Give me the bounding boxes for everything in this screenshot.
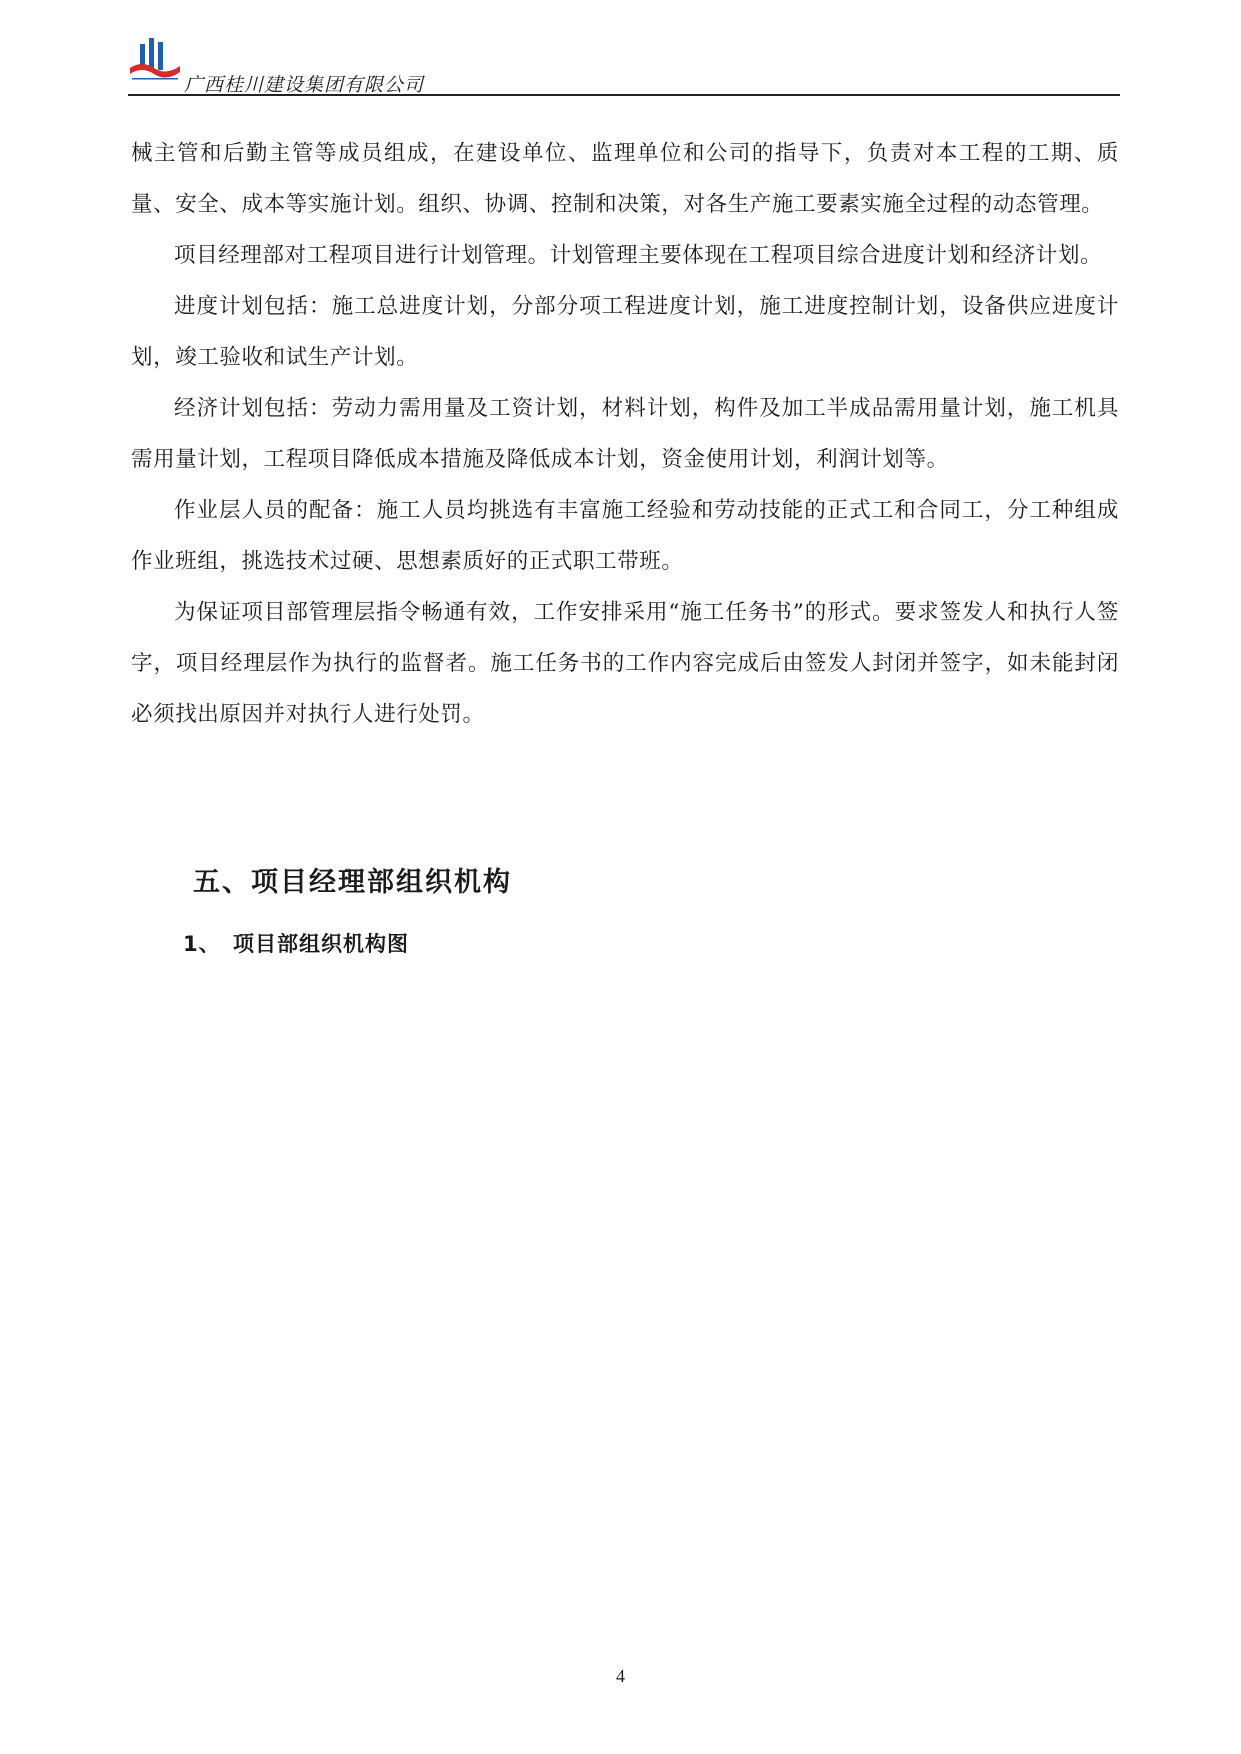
subsection-number: 1、 (183, 932, 221, 956)
paragraph-schedule-plan: 进度计划包括：施工总进度计划，分部分项工程进度计划，施工进度控制计划，设备供应进度计划，竣工验收和试生产计划。 (131, 294, 1119, 370)
paragraph-task-book: 为保证项目部管理层指令畅通有效，工作安排采用“施工任务书”的形式。要求签发人和执行人签字，项目经理层作为执行的监督者。施工任务书的工作内容完成后由签发人封闭并签字，如未能封闭必须找出原因并对执行人进行处罚。 (131, 600, 1119, 727)
company-name: 广西桂川建设集团有限公司 (184, 74, 425, 96)
header-divider (128, 94, 1120, 96)
subsection-heading (183, 928, 409, 958)
paragraph-continuation: 械主管和后勤主管等成员组成，在建设单位、监理单位和公司的指导下，负责对本工程的工期、质量、安全、成本等实施计划。组织、协调、控制和决策，对各生产施工要素实施全过程的动态管理。 (131, 141, 1119, 217)
paragraph-economic-plan: 经济计划包括：劳动力需用量及工资计划，材料计划，构件及加工半成品需用量计划，施工机具需用量计划，工程项目降低成本措施及降低成本计划，资金使用计划，利润计划等。 (131, 396, 1119, 472)
subsection-title: 项目部组织机构图 (233, 932, 409, 956)
page-header (128, 38, 1118, 96)
body-text (131, 128, 1119, 740)
company-logo-icon (128, 38, 182, 86)
paragraph-staffing: 作业层人员的配备：施工人员均挑选有丰富施工经验和劳动技能的正式工和合同工，分工种组成作业班组，挑选技术过硬、思想素质好的正式职工带班。 (131, 498, 1119, 574)
page-number: 4 (616, 1666, 625, 1686)
section-title: 五、项目经理部组织机构 (193, 867, 512, 898)
paragraph-plan-management: 项目经理部对工程项目进行计划管理。计划管理主要体现在工程项目综合进度计划和经济计划。 (174, 243, 1103, 268)
